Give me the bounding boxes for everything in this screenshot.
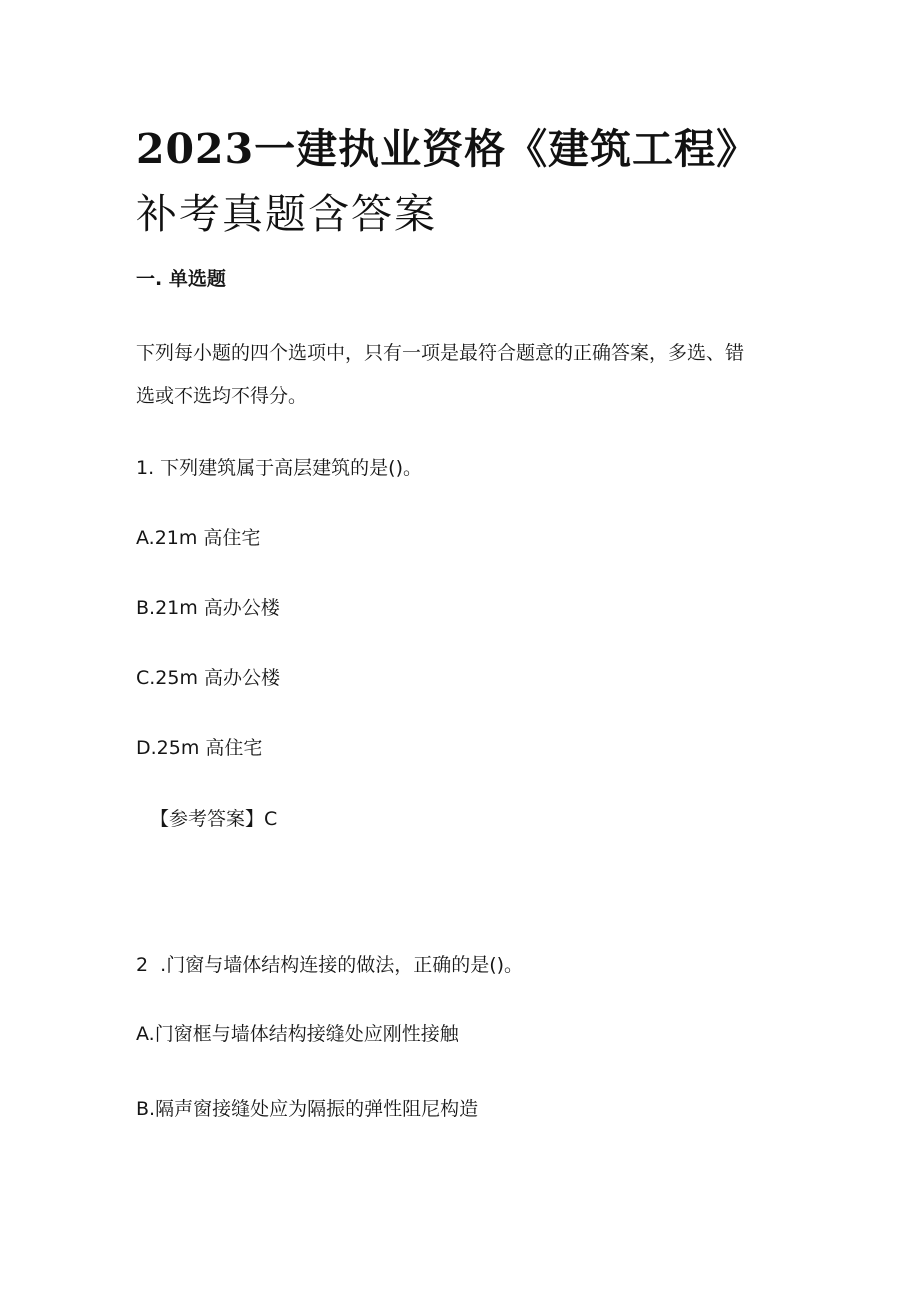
question-stem: 2 .门窗与墙体结构连接的做法，正确的是()。 [136, 954, 524, 976]
option-a: A.门窗框与墙体结构接缝处应刚性接触 [136, 1023, 459, 1045]
document-title-line-1: 2023一建执业资格《建筑工程》 [136, 125, 759, 173]
option-c: C.25m 高办公楼 [136, 667, 281, 689]
option-b: B.21m 高办公楼 [136, 597, 280, 619]
option-b: B.隔声窗接缝处应为隔振的弹性阻尼构造 [136, 1098, 479, 1120]
option-a: A.21m 高住宅 [136, 527, 261, 549]
instructions-line-1: 下列每小题的四个选项中，只有一项是最符合题意的正确答案，多选、错 [136, 342, 745, 364]
document-title-line-2: 补考真题含答案 [136, 190, 437, 238]
option-d: D.25m 高住宅 [136, 737, 263, 759]
section-heading: 一. 单选题 [136, 268, 226, 290]
instructions-line-2: 选或不选均不得分。 [136, 385, 308, 407]
reference-answer: 【参考答案】C [150, 808, 278, 830]
question-stem: 1. 下列建筑属于高层建筑的是()。 [136, 457, 422, 479]
